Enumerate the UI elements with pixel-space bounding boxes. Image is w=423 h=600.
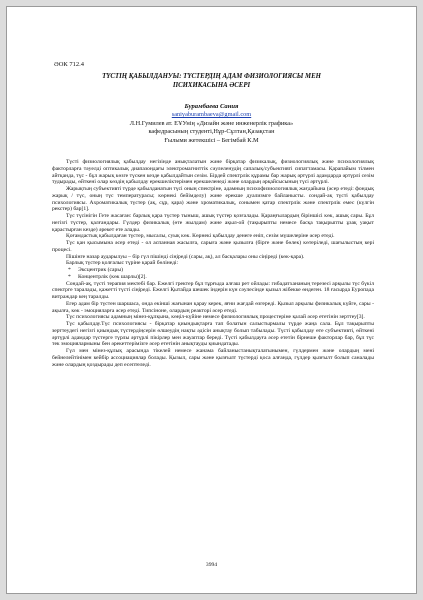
bullet-icon: * [68,267,71,273]
author-name: Бурамбаева Сания [184,103,239,110]
title-line: ПСИХИКАСЫНА ӘСЕРІ [172,81,251,89]
udc-code: ӘОК 712.4 [54,61,84,68]
author-email-link[interactable]: saniyaburambaeva@gmail.com [171,111,252,119]
bullet-icon: * [68,273,71,280]
paragraph: Егер адам бір түстен шаршаса, онда екінші жағынан қарау керек, яғни жағдай өзгереді. Қызыл арқылы физикалық күйге, сары - ақылға, көк - эмоцияларға әсер етеді. Типсіноне, олардың реакторі әсер етеді. [52,300,374,314]
paragraph: Барлық түстер қолғалыс түріне қарай бөлінеді: [66,260,179,267]
paragraph: Гүл мен мінез-құлық арасында тікелей немесе жанама байланыстанықталатынымен, гүлдермен және олардың мені бейнелейтінімен кейбір ассоциациялар болады. Қызыл, сары және қызғылт түстерді қоса алғанда, гүлдер қызғылт болып саналады және олардың қоздырады деп есептеледі. [52,348,374,368]
paper-body [52,159,374,368]
list-item-text: Концентрлік (көк шарлы)[2]. [78,273,147,280]
author-block [47,103,376,145]
paragraph: Қоғамдастық қабылдаған түстер, мысалы, суық көк. Көрнекі қабылдау денеге еніп, сезім мүшелеріне әсер етеді. [66,233,335,240]
list-item-text: Эксцентрик (сары) [78,267,123,273]
paragraph: Түс қан қысымына әсер етеді - ол аспанная жасылға, сарыға және қызылға (бірге және бөлек) көтеріледі, шағылыстың кері процесі. [52,240,374,253]
paragraph: Түс қабылдау.Түс психологиясы - бірқатар қиындықтарға тап болатын салыстырмалы түрде жаңа сала. Бұл тақырыпты зерттеудегі негізгі қиындық түстердіңсерін өлшеудің нақты әдісін анықтау болып табылады. Түсті қабылдау өте субъективті, өйткені әртүрлі адамдар түстерге түрлы әртүрлі пікірлер мен жауаптар береді. Түсті қабылдауға әсер ететін бірнеше факторлар бар, бұл түс тек эмоциялармыны бен әрекеттерімізге әсер ететінін анықтауды қиындатады. [52,321,374,348]
title-line: ТҮСТІҢ ҚАБЫЛДАНУЫ: ТҮСТЕРДІҢ АДАМ ФИЗИОЛОГИЯСЫ МЕН [102,73,321,80]
document-page [6,6,417,594]
paragraph: Түс психологиясы адамның мінез-құлқына, көңіл-күйіне немесе физиологиялық процестеріне қалай әсер ететінін зерттеу[3]. [66,314,365,321]
page-number: 3994 [205,562,218,568]
paragraph: Сондай-ақ, түсті терапия мектебі бар. Ежелгі гректер бұл тұрғыда алғаш рет ойлады: гибадатхананың терезесі арқылы түс бүкіл спектрге таралады, қажетті түсті сіңіреді. Ежелгі Қытайда шешек індерін күн сәулесінде қызыл жібекке өндеген. 18 ғасырда Еуропада витраждар кең таралды. [52,280,374,300]
paragraph: Пішінге назар аударылуы – бір гүл пішінді сіңіреді (сары, ақ), ал басқалары оны сіңіреді (көк-қара). [66,253,305,260]
paragraph: Түс түсінігін Гете жасаған: барлық қара түстер тыныш, ашық түстер қозғалады. Қараңғылардың біріншісі көк, ашық сары. Бұл негізгі түстер, қалғандары. Гүлдер физикалық (өте жылдам) және ақыл-ой (тақырыпты немесе басқа тақырыпты ұзақ уақыт қарастырған кезде) әрекет ете алады. [52,213,374,233]
author-affiliation: кафедрасының студенті,Нұр-Сұлтан,Қазақстан [148,128,275,136]
supervisor-line: Ғылыми жетекшісі – Бегімбай К.М [164,136,259,144]
author-affiliation: Л.Н.Гумилев ат. ЕҰУнің «Дизайн және инженерлік графика» [129,119,294,127]
paragraph: Түсті физиологиялық қабылдау негізінде анықталатын және бірқатар физикалық, физиологиялық және психологиялық факторларға тәуелді оптикалық диапазондағы электромагниттік сәулеленудің сапалық/субъективті сипаттамасы. Қарапайым тілмен айтқанда, түс - бұл жарық көзге түскен кезде қабылдайтын сезім. Бірдей спектрлік құрамы бар жарық әртүрлі адамдарда әртүрлі сезім тудырады, өйткені олар көздің қабылдау ерекшеліктерімен ерекшеленеді және олардың әрқайсысының түсі әртүрлі. [52,159,374,186]
list-item [52,267,374,274]
list-item [52,274,374,281]
paragraph: Жарықтың субъективті түрде қабылданатын түсі оның спектріне, адамның психофизиологиялық жағдайына (әсер етеді: фондық жарық / түс, оның түс температурасы; көрнекі бейімделу) және ерекше дуализмге байланысты. сондай-ақ түсті қабылдау психологиясы. Ахроматикалық түстер (ақ, сұр, қара) және хроматикалық, сонымен қатар спектрлік және спектрлік емес (күлгін рекстер) бар[1]. [52,186,374,213]
paper-title [67,73,356,91]
